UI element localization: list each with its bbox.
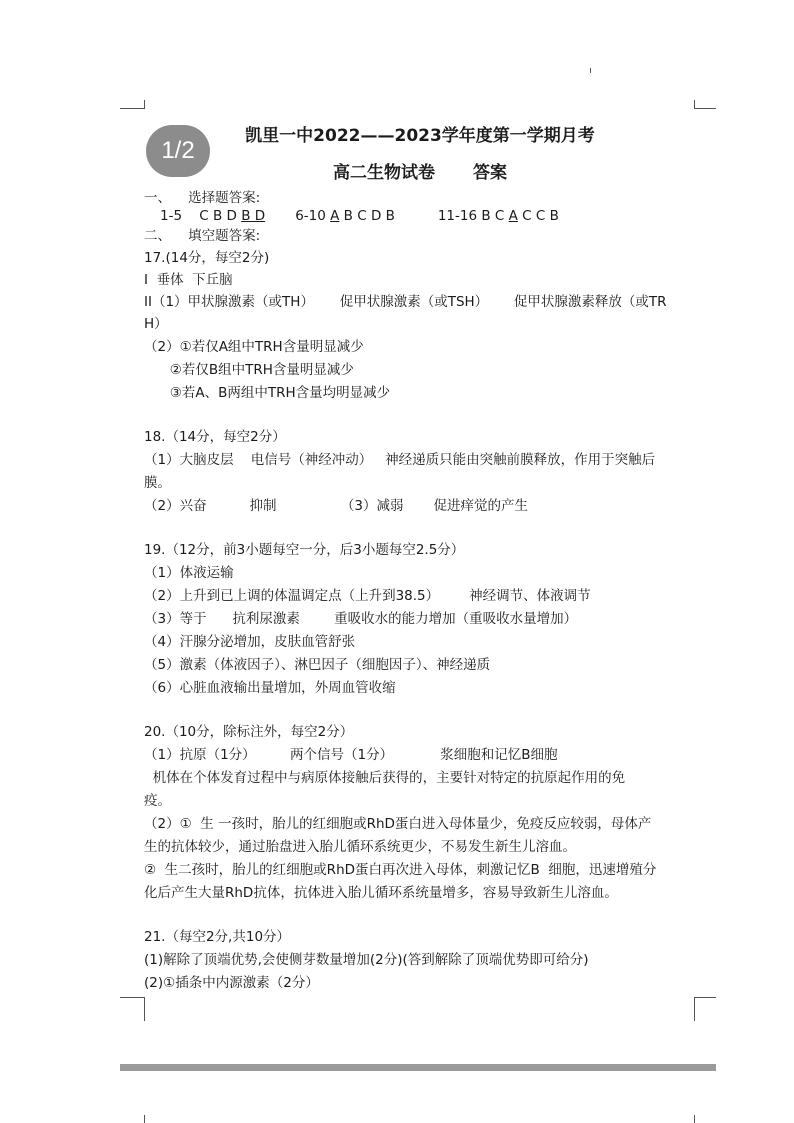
crop-mark-top-right-v	[694, 100, 695, 109]
choice-range-2: 6-10	[295, 208, 326, 224]
answer-line: 21.（每空2分,共10分）	[144, 929, 291, 945]
answer-line: ③若A、B两组中TRH含量均明显减少	[144, 385, 391, 401]
answer-line: 20.（10分，除标注外，每空2分）	[144, 724, 354, 740]
subtitle-exam: 高二生物试卷	[333, 163, 435, 183]
answer-line: （2）兴奋 抑制 （3）减弱 促进痒觉的产生	[144, 498, 528, 514]
choice-group-3a: B C	[477, 208, 509, 224]
page-indicator-badge[interactable]: 1/2	[146, 125, 210, 177]
page-title: 凯里一中2022——2023学年度第一学期月考	[245, 126, 595, 146]
crop-mark-footer-left	[144, 1115, 145, 1123]
answer-line: 机体在个体发育过程中与病原体接触后获得的，主要针对特定的抗原起作用的免	[144, 770, 626, 786]
section-heading-choice: 一、 选择题答案:	[144, 190, 261, 206]
crop-mark-footer-right	[694, 1115, 695, 1123]
answer-line: (2)①插条中内源激素（2分）	[144, 975, 319, 991]
answer-line: (1)解除了顶端优势,会使侧芽数量增加(2分)(答到解除了顶端优势即可给分)	[144, 952, 589, 968]
choice-range-3: 11-16	[437, 208, 478, 224]
answer-line: II（1）甲状腺激素（或TH） 促甲状腺激素（或TSH） 促甲状腺激素释放（或TR	[144, 294, 667, 310]
answer-line: （3）等于 抗利尿激素 重吸收水的能力增加（重吸收水量增加）	[144, 611, 578, 627]
answer-line: 18.（14分，每空2分）	[144, 429, 286, 445]
crop-mark-top-right-h	[694, 108, 716, 109]
answer-line: I 垂体 下丘脑	[144, 272, 233, 288]
answer-line: 化后产生大量RhD抗体，抗体进入胎儿循环系统量增多，容易导致新生儿溶血。	[144, 885, 618, 901]
choice-group-1b: B D	[241, 208, 266, 224]
answer-line: （2）① 生 一孩时，胎儿的红细胞或RhD蛋白进入母体量少，免疫反应较弱，母体产	[144, 816, 652, 832]
crop-mark-top-center	[590, 68, 591, 73]
choice-group-3b: A	[508, 208, 518, 224]
answer-line: 17.(14分，每空2分)	[144, 250, 270, 266]
answer-line: ② 生二孩时，胎儿的红细胞或RhD蛋白再次进入母体，刺激记忆B 细胞，迅速增殖分	[144, 862, 657, 878]
answer-line: （1）大脑皮层 电信号（神经冲动） 神经递质只能由突触前膜释放，作用于突触后	[144, 452, 656, 468]
crop-mark-bottom-left-v	[144, 997, 145, 1021]
answer-line: 生的抗体较少，通过胎盘进入胎儿循环系统更少，不易发生新生儿溶血。	[144, 839, 576, 855]
choice-answers-row	[160, 206, 559, 226]
answer-line: 19.（12分，前3小题每空一分，后3小题每空2.5分）	[144, 542, 465, 558]
crop-mark-bottom-right-h	[694, 997, 716, 998]
choice-group-3c: C C B	[517, 208, 559, 224]
page-subtitle	[120, 158, 720, 183]
answer-line: （2）①若仅A组中TRH含量明显减少	[144, 339, 364, 355]
choice-group-1a: C B D	[199, 208, 242, 224]
page-footer-divider	[120, 1064, 716, 1071]
subtitle-answer: 答案	[473, 163, 507, 183]
crop-mark-bottom-left-h	[120, 997, 144, 998]
crop-mark-bottom-right-v	[694, 997, 695, 1021]
crop-mark-top-left-h	[120, 108, 144, 109]
answer-line: ②若仅B组中TRH含量明显减少	[144, 362, 354, 378]
crop-mark-top-left-v	[144, 100, 145, 109]
answer-line: （5）激素（体液因子）、淋巴因子（细胞因子）、神经递质	[144, 657, 491, 673]
choice-group-2b: B C D B	[339, 208, 395, 224]
answer-line: （4）汗腺分泌增加，皮肤血管舒张	[144, 634, 356, 650]
answer-line: （2）上升到已上调的体温调定点（上升到38.5） 神经调节、体液调节	[144, 588, 591, 604]
choice-group-2a: A	[330, 208, 340, 224]
section-heading-fill: 二、 填空题答案:	[144, 228, 261, 244]
answer-line: （1）体液运输	[144, 565, 234, 581]
answer-line: H）	[144, 316, 168, 332]
answer-line: （6）心脏血液输出量增加，外周血管收缩	[144, 680, 396, 696]
answer-line: （1）抗原（1分） 两个信号（1分） 浆细胞和记忆B细胞	[144, 747, 558, 763]
choice-range-1: 1-5	[160, 208, 183, 224]
answer-line: 膜。	[144, 475, 171, 491]
answer-line: 疫。	[144, 793, 171, 809]
